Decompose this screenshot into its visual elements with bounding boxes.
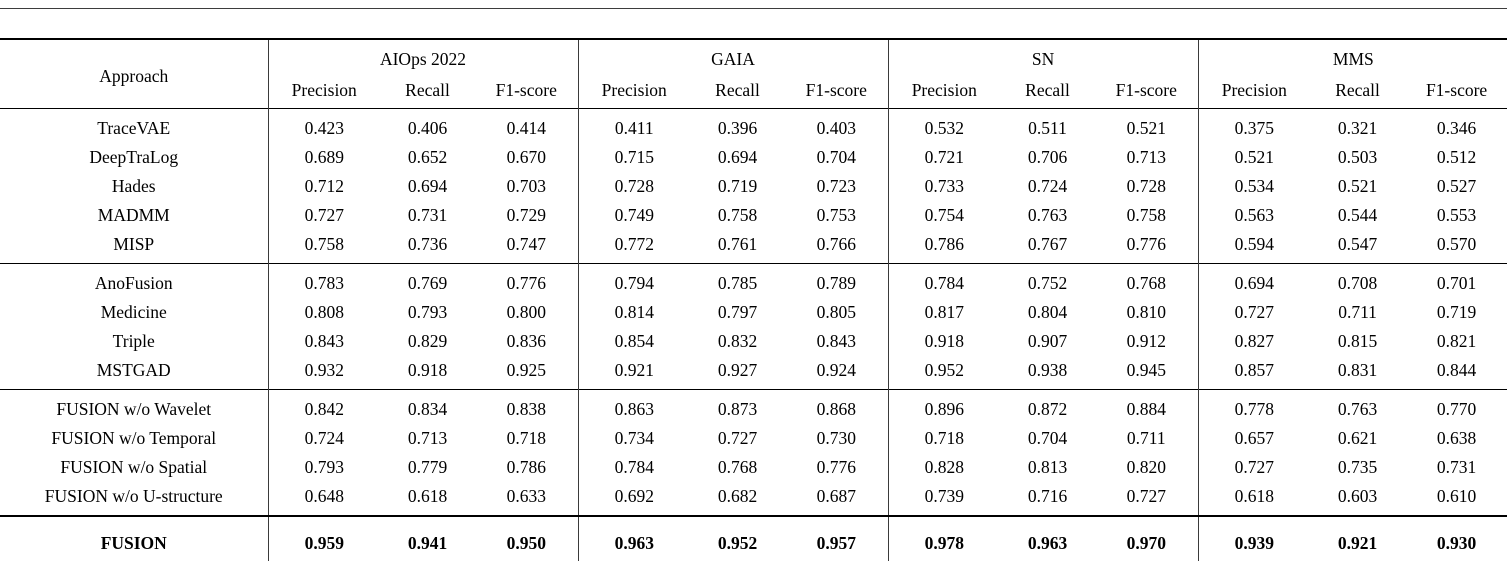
value-cell: 0.718 — [888, 424, 1000, 453]
table-section — [0, 389, 1507, 516]
table-row — [0, 356, 1507, 390]
value-cell: 0.761 — [717, 233, 758, 254]
value-cell: 0.712 — [268, 172, 380, 201]
value-cell: 0.503 — [1337, 146, 1378, 167]
group-header-sn: SN — [888, 39, 1198, 72]
value-cell: 0.952 — [717, 532, 758, 553]
value-cell: 0.610 — [1436, 485, 1477, 506]
value-cell: 0.938 — [1027, 359, 1068, 380]
value-cell: 0.723 — [816, 175, 856, 196]
value-cell: 0.763 — [1337, 398, 1378, 419]
value-cell: 0.727 — [1198, 298, 1310, 327]
table-row — [0, 389, 1507, 424]
value-cell: 0.941 — [407, 532, 448, 553]
approach-cell: Triple — [112, 330, 155, 351]
value-cell: 0.618 — [407, 485, 448, 506]
group-header-row — [0, 39, 1507, 72]
value-cell: 0.789 — [816, 272, 856, 293]
column-header-f1: F1-score — [805, 79, 867, 100]
value-cell: 0.708 — [1337, 272, 1378, 293]
value-cell: 0.694 — [717, 146, 758, 167]
column-header-precision: Precision — [1198, 72, 1310, 108]
value-cell: 0.727 — [1126, 485, 1166, 506]
value-cell: 0.814 — [578, 298, 690, 327]
value-cell: 0.721 — [888, 143, 1000, 172]
value-cell: 0.724 — [268, 424, 380, 453]
approach-cell: AnoFusion — [94, 272, 173, 293]
value-cell: 0.733 — [888, 172, 1000, 201]
value-cell: 0.633 — [506, 485, 546, 506]
value-cell: 0.868 — [816, 398, 856, 419]
value-cell: 0.921 — [578, 356, 690, 390]
table-row — [0, 424, 1507, 453]
value-cell: 0.731 — [407, 204, 448, 225]
value-cell: 0.423 — [268, 108, 380, 143]
value-cell: 0.657 — [1198, 424, 1310, 453]
approach-cell: Hades — [111, 175, 156, 196]
value-cell: 0.767 — [1027, 233, 1068, 254]
value-cell: 0.375 — [1198, 108, 1310, 143]
value-cell: 0.884 — [1126, 398, 1166, 419]
value-cell: 0.834 — [407, 398, 448, 419]
value-cell: 0.873 — [717, 398, 758, 419]
value-cell: 0.817 — [888, 298, 1000, 327]
value-cell: 0.820 — [1126, 456, 1166, 477]
value-cell: 0.553 — [1436, 204, 1477, 225]
approach-cell: FUSION — [100, 532, 167, 553]
value-cell: 0.716 — [1027, 485, 1068, 506]
value-cell: 0.963 — [1027, 532, 1068, 553]
table-row — [0, 516, 1507, 561]
value-cell: 0.396 — [717, 117, 758, 138]
value-cell: 0.794 — [578, 263, 690, 298]
table-section-final — [0, 516, 1507, 561]
value-cell: 0.810 — [1126, 301, 1166, 322]
value-cell: 0.776 — [816, 456, 856, 477]
value-cell: 0.918 — [888, 327, 1000, 356]
value-cell: 0.346 — [1436, 117, 1477, 138]
value-cell: 0.784 — [578, 453, 690, 482]
value-cell: 0.783 — [268, 263, 380, 298]
value-cell: 0.728 — [578, 172, 690, 201]
value-cell: 0.752 — [1027, 272, 1068, 293]
value-cell: 0.670 — [506, 146, 546, 167]
value-cell: 0.918 — [407, 359, 448, 380]
table-row — [0, 298, 1507, 327]
value-cell: 0.776 — [506, 272, 546, 293]
value-cell: 0.406 — [407, 117, 448, 138]
value-cell: 0.692 — [578, 482, 690, 516]
approach-cell: FUSION w/o Wavelet — [56, 398, 212, 419]
value-cell: 0.414 — [506, 117, 546, 138]
value-cell: 0.735 — [1337, 456, 1378, 477]
value-cell: 0.731 — [1436, 456, 1477, 477]
value-cell: 0.950 — [506, 532, 546, 553]
value-cell: 0.842 — [268, 389, 380, 424]
value-cell: 0.704 — [816, 146, 856, 167]
table-header — [0, 39, 1507, 108]
column-header-recall: Recall — [715, 79, 760, 100]
value-cell: 0.718 — [506, 427, 546, 448]
value-cell: 0.766 — [816, 233, 856, 254]
value-cell: 0.715 — [578, 143, 690, 172]
value-cell: 0.805 — [816, 301, 856, 322]
value-cell: 0.939 — [1198, 516, 1310, 561]
value-cell: 0.521 — [1337, 175, 1378, 196]
value-cell: 0.724 — [1027, 175, 1068, 196]
table-section — [0, 263, 1507, 389]
value-cell: 0.832 — [717, 330, 758, 351]
value-cell: 0.844 — [1436, 359, 1477, 380]
table-row — [0, 482, 1507, 516]
value-cell: 0.843 — [268, 327, 380, 356]
table-section — [0, 108, 1507, 263]
table-row — [0, 453, 1507, 482]
approach-cell: DeepTraLog — [89, 146, 179, 167]
value-cell: 0.758 — [1126, 204, 1166, 225]
value-cell: 0.800 — [506, 301, 546, 322]
value-cell: 0.687 — [816, 485, 856, 506]
value-cell: 0.770 — [1436, 398, 1477, 419]
value-cell: 0.815 — [1337, 330, 1378, 351]
value-cell: 0.512 — [1436, 146, 1477, 167]
value-cell: 0.843 — [816, 330, 856, 351]
value-cell: 0.736 — [407, 233, 448, 254]
value-cell: 0.912 — [1126, 330, 1166, 351]
value-cell: 0.763 — [1027, 204, 1068, 225]
value-cell: 0.729 — [506, 204, 546, 225]
approach-cell: Medicine — [100, 301, 167, 322]
value-cell: 0.603 — [1337, 485, 1378, 506]
value-cell: 0.521 — [1198, 143, 1310, 172]
value-cell: 0.857 — [1198, 356, 1310, 390]
table-row — [0, 327, 1507, 356]
value-cell: 0.719 — [717, 175, 758, 196]
value-cell: 0.403 — [816, 117, 856, 138]
value-cell: 0.927 — [717, 359, 758, 380]
value-cell: 0.753 — [816, 204, 856, 225]
column-header-precision: Precision — [268, 72, 380, 108]
value-cell: 0.797 — [717, 301, 758, 322]
value-cell: 0.694 — [1198, 263, 1310, 298]
value-cell: 0.704 — [1027, 427, 1068, 448]
column-header-recall: Recall — [1025, 79, 1070, 100]
value-cell: 0.758 — [268, 230, 380, 264]
value-cell: 0.786 — [888, 230, 1000, 264]
value-cell: 0.863 — [578, 389, 690, 424]
value-cell: 0.527 — [1436, 175, 1477, 196]
value-cell: 0.779 — [407, 456, 448, 477]
value-cell: 0.749 — [578, 201, 690, 230]
value-cell: 0.648 — [268, 482, 380, 516]
value-cell: 0.638 — [1436, 427, 1477, 448]
group-header-mms: MMS — [1198, 39, 1507, 72]
approach-column-header: Approach — [99, 66, 169, 87]
value-cell: 0.959 — [268, 516, 380, 561]
value-cell: 0.829 — [407, 330, 448, 351]
value-cell: 0.854 — [578, 327, 690, 356]
group-header-gaia: GAIA — [578, 39, 888, 72]
value-cell: 0.694 — [407, 175, 448, 196]
value-cell: 0.706 — [1027, 146, 1068, 167]
value-cell: 0.828 — [888, 453, 1000, 482]
value-cell: 0.963 — [578, 516, 690, 561]
column-header-recall: Recall — [1335, 79, 1380, 100]
value-cell: 0.713 — [407, 427, 448, 448]
results-table — [0, 38, 1507, 561]
value-cell: 0.730 — [816, 427, 856, 448]
group-header-aiops2022: AIOps 2022 — [268, 39, 578, 72]
value-cell: 0.921 — [1337, 532, 1378, 553]
approach-cell: FUSION w/o U-structure — [44, 485, 223, 506]
value-cell: 0.682 — [717, 485, 758, 506]
value-cell: 0.786 — [506, 456, 546, 477]
value-cell: 0.534 — [1198, 172, 1310, 201]
value-cell: 0.618 — [1198, 482, 1310, 516]
value-cell: 0.754 — [888, 201, 1000, 230]
value-cell: 0.838 — [506, 398, 546, 419]
value-cell: 0.769 — [407, 272, 448, 293]
value-cell: 0.594 — [1198, 230, 1310, 264]
approach-cell: TraceVAE — [97, 117, 171, 138]
value-cell: 0.411 — [578, 108, 690, 143]
value-cell: 0.784 — [888, 263, 1000, 298]
value-cell: 0.827 — [1198, 327, 1310, 356]
column-header-recall: Recall — [405, 79, 450, 100]
value-cell: 0.932 — [268, 356, 380, 390]
value-cell: 0.813 — [1027, 456, 1068, 477]
value-cell: 0.728 — [1126, 175, 1166, 196]
value-cell: 0.957 — [816, 532, 856, 553]
value-cell: 0.776 — [1126, 233, 1166, 254]
value-cell: 0.925 — [506, 359, 546, 380]
approach-cell: FUSION w/o Temporal — [51, 427, 217, 448]
value-cell: 0.532 — [888, 108, 1000, 143]
value-cell: 0.778 — [1198, 389, 1310, 424]
value-cell: 0.768 — [1126, 272, 1166, 293]
column-header-f1: F1-score — [1425, 79, 1488, 100]
value-cell: 0.727 — [268, 201, 380, 230]
approach-cell: MADMM — [97, 204, 170, 225]
value-cell: 0.836 — [506, 330, 546, 351]
table-row — [0, 201, 1507, 230]
value-cell: 0.734 — [578, 424, 690, 453]
column-header-f1: F1-score — [1115, 79, 1177, 100]
value-cell: 0.652 — [407, 146, 448, 167]
value-cell: 0.544 — [1337, 204, 1378, 225]
table-row — [0, 263, 1507, 298]
column-header-precision: Precision — [888, 72, 1000, 108]
value-cell: 0.747 — [506, 233, 546, 254]
value-cell: 0.689 — [268, 143, 380, 172]
column-header-f1: F1-score — [495, 79, 557, 100]
value-cell: 0.713 — [1126, 146, 1166, 167]
value-cell: 0.703 — [506, 175, 546, 196]
value-cell: 0.945 — [1126, 359, 1166, 380]
value-cell: 0.768 — [717, 456, 758, 477]
value-cell: 0.872 — [1027, 398, 1068, 419]
approach-cell: FUSION w/o Spatial — [60, 456, 208, 477]
value-cell: 0.907 — [1027, 330, 1068, 351]
top-rule — [0, 8, 1507, 9]
table-row — [0, 230, 1507, 264]
value-cell: 0.831 — [1337, 359, 1378, 380]
value-cell: 0.793 — [268, 453, 380, 482]
value-cell: 0.727 — [1198, 453, 1310, 482]
value-cell: 0.739 — [888, 482, 1000, 516]
value-cell: 0.711 — [1126, 427, 1166, 448]
column-header-precision: Precision — [578, 72, 690, 108]
value-cell: 0.547 — [1337, 233, 1378, 254]
value-cell: 0.727 — [717, 427, 758, 448]
value-cell: 0.521 — [1126, 117, 1166, 138]
value-cell: 0.808 — [268, 298, 380, 327]
value-cell: 0.772 — [578, 230, 690, 264]
value-cell: 0.970 — [1126, 532, 1166, 553]
value-cell: 0.321 — [1337, 117, 1378, 138]
value-cell: 0.621 — [1337, 427, 1378, 448]
value-cell: 0.719 — [1436, 301, 1477, 322]
table-row — [0, 172, 1507, 201]
table-row — [0, 143, 1507, 172]
value-cell: 0.711 — [1338, 301, 1377, 322]
table-row — [0, 108, 1507, 143]
value-cell: 0.785 — [717, 272, 758, 293]
value-cell: 0.930 — [1436, 532, 1477, 553]
value-cell: 0.793 — [407, 301, 448, 322]
value-cell: 0.758 — [717, 204, 758, 225]
value-cell: 0.804 — [1027, 301, 1068, 322]
value-cell: 0.924 — [816, 359, 856, 380]
value-cell: 0.570 — [1436, 233, 1477, 254]
value-cell: 0.978 — [888, 516, 1000, 561]
approach-cell: MISP — [113, 233, 155, 254]
value-cell: 0.896 — [888, 389, 1000, 424]
value-cell: 0.701 — [1436, 272, 1477, 293]
value-cell: 0.821 — [1436, 330, 1477, 351]
value-cell: 0.511 — [1028, 117, 1067, 138]
value-cell: 0.563 — [1198, 201, 1310, 230]
value-cell: 0.952 — [888, 356, 1000, 390]
approach-cell: MSTGAD — [96, 359, 171, 380]
